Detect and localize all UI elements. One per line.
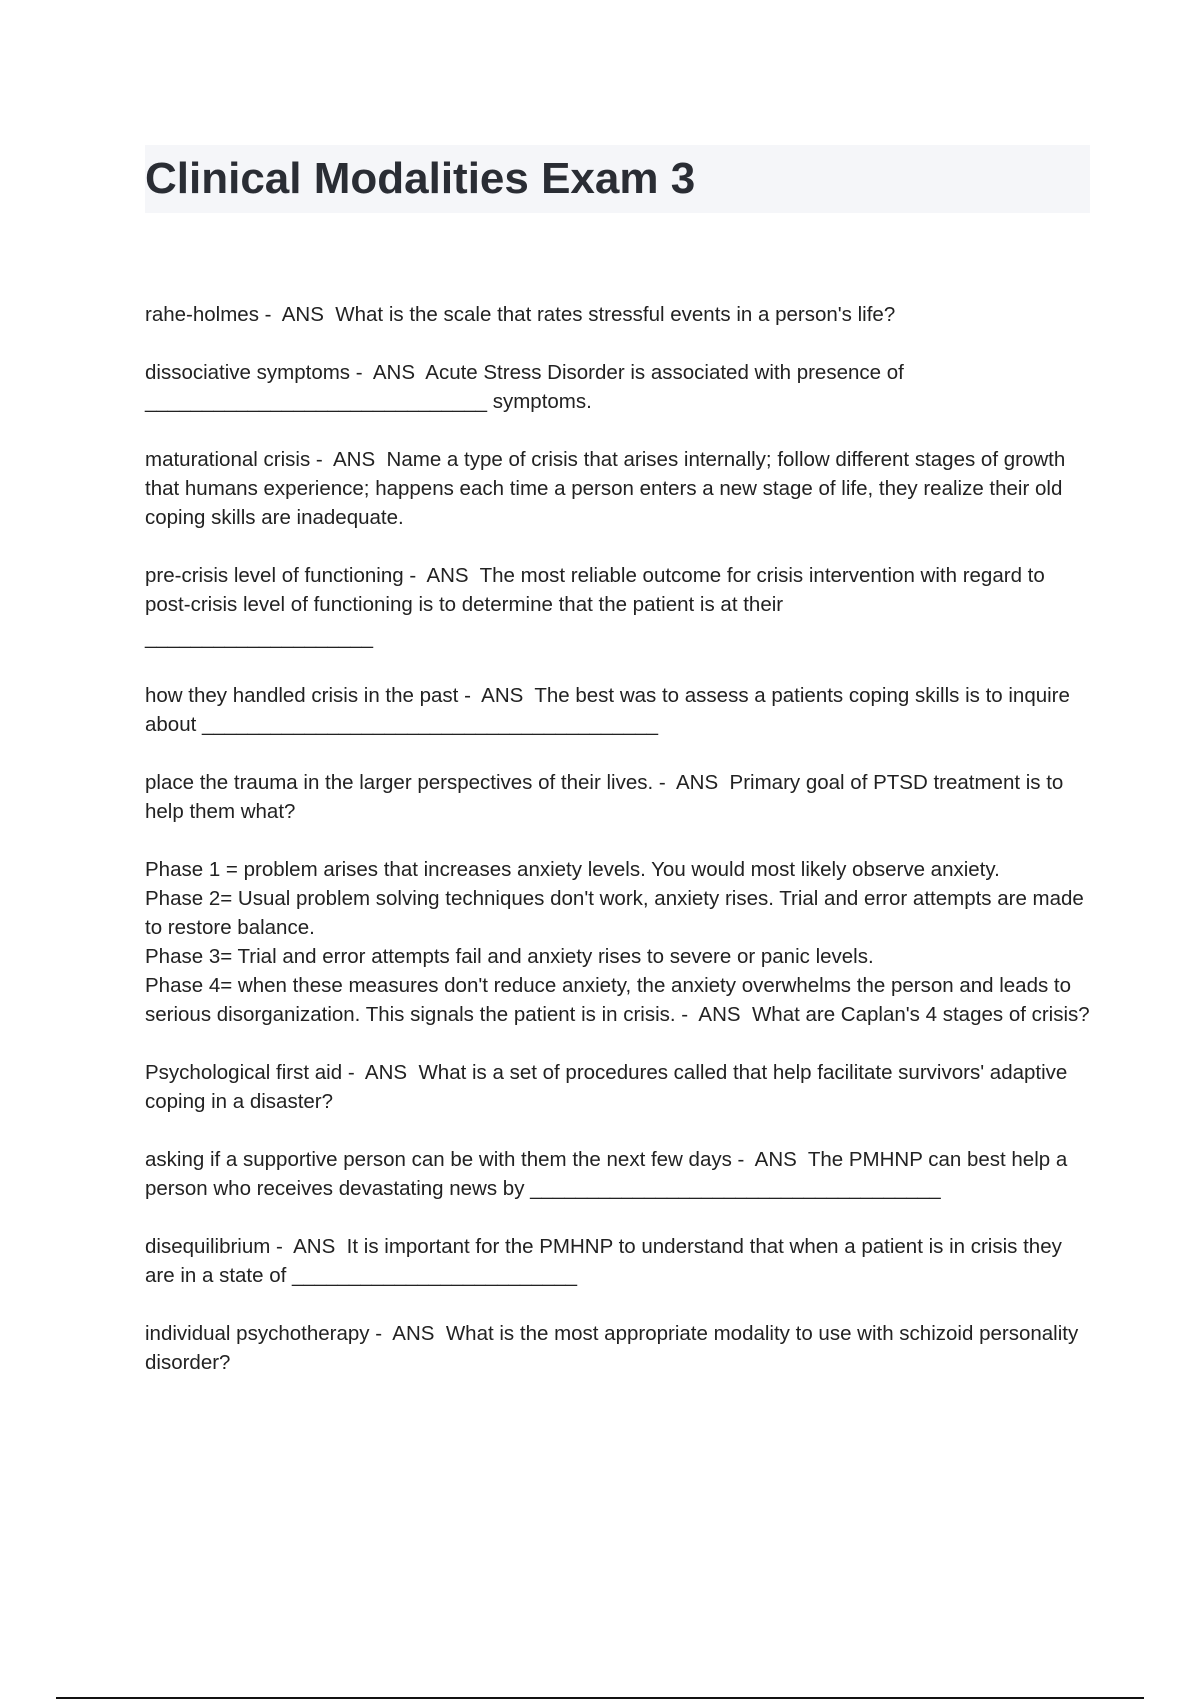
qa-list [145,300,1095,1406]
qa-item-2 [145,358,1095,416]
qa-question: What are Caplan's 4 stages of crisis? [751,1003,1090,1026]
qa-question: The best was to assess a patients coping skills is to inquire about ________________________________________ [145,684,1070,736]
qa-question: The most reliable outcome for crisis intervention with regard to post-crisis level of functioning is to determine that the patient is at their [145,564,1045,616]
qa-item-6 [145,768,1095,826]
qa-question: The PMHNP can best help a person who receives devastating news by ____________________________________ [145,1148,1068,1200]
qa-answer: Phase 1 = problem arises that increases anxiety levels. You would most likely observe anxiety. Phase 2= Usual problem solving techniques don't work, anxiety rises. Trial and error attempts are made to restore balance. Phase 3= Trial and error attempts fail and anxiety rises to severe or panic levels. Phase 4= when these measures don't reduce anxiety, the anxiety overwhelms the person and leads to serious disorganization. This signals the patient is in crisis. [145,858,1084,1026]
ans-separator: - ANS [350,361,426,384]
ans-separator: - ANS [675,1003,752,1026]
qa-item-8 [145,1058,1095,1116]
ans-separator: - ANS [369,1322,446,1345]
qa-item-5 [145,681,1095,739]
ans-separator: - ANS [258,303,336,326]
qa-answer: how they handled crisis in the past [145,684,459,707]
ans-separator: - ANS [342,1061,419,1084]
qa-item-11 [145,1319,1095,1377]
qa-answer: rahe-holmes [145,303,259,326]
qa-item-7 [145,855,1095,1029]
qa-answer: pre-crisis level of functioning [145,564,404,587]
document-title: Clinical Modalities Exam 3 [145,154,696,203]
qa-answer: Psychological first aid [145,1061,343,1084]
ans-separator: - ANS [653,771,730,794]
qa-answer: asking if a supportive person can be with them the next few days [145,1148,732,1171]
title-banner [145,145,1090,213]
ans-separator: - ANS [403,564,480,587]
qa-question: What is the most appropriate modality to use with schizoid personality disorder? [145,1322,1079,1374]
qa-item-10 [145,1232,1095,1290]
ans-separator: - ANS [458,684,535,707]
qa-answer: maturational crisis [145,448,311,471]
ans-separator: - ANS [270,1235,347,1258]
qa-question: Primary goal of PTSD treatment is to help them what? [145,771,1064,823]
ans-separator: - ANS [731,1148,808,1171]
qa-answer: place the trauma in the larger perspectives of their lives. [145,771,654,794]
qa-question: Name a type of crisis that arises internally; follow different stages of growth that humans experience; happens each time a person enters a new stage of life, they realize their old coping skills are inadequate. [145,448,1066,529]
qa-item-9 [145,1145,1095,1203]
footer-divider [56,1697,1144,1699]
fill-in-blank: ____________________ [145,626,374,649]
ans-separator: - ANS [310,448,387,471]
qa-question: What is the scale that rates stressful events in a person's life? [335,303,896,326]
qa-answer: dissociative symptoms [145,361,351,384]
qa-question: What is a set of procedures called that help facilitate survivors' adaptive coping in a disaster? [145,1061,1068,1113]
qa-question: It is important for the PMHNP to understand that when a patient is in crisis they are in a state of _________________________ [145,1235,1062,1287]
qa-item-1 [145,300,1095,329]
qa-question: Acute Stress Disorder is associated with presence of ______________________________ symptoms. [145,361,904,413]
qa-answer: disequilibrium [145,1235,271,1258]
qa-answer: individual psychotherapy [145,1322,370,1345]
qa-item-4 [145,561,1095,652]
qa-item-3 [145,445,1095,532]
